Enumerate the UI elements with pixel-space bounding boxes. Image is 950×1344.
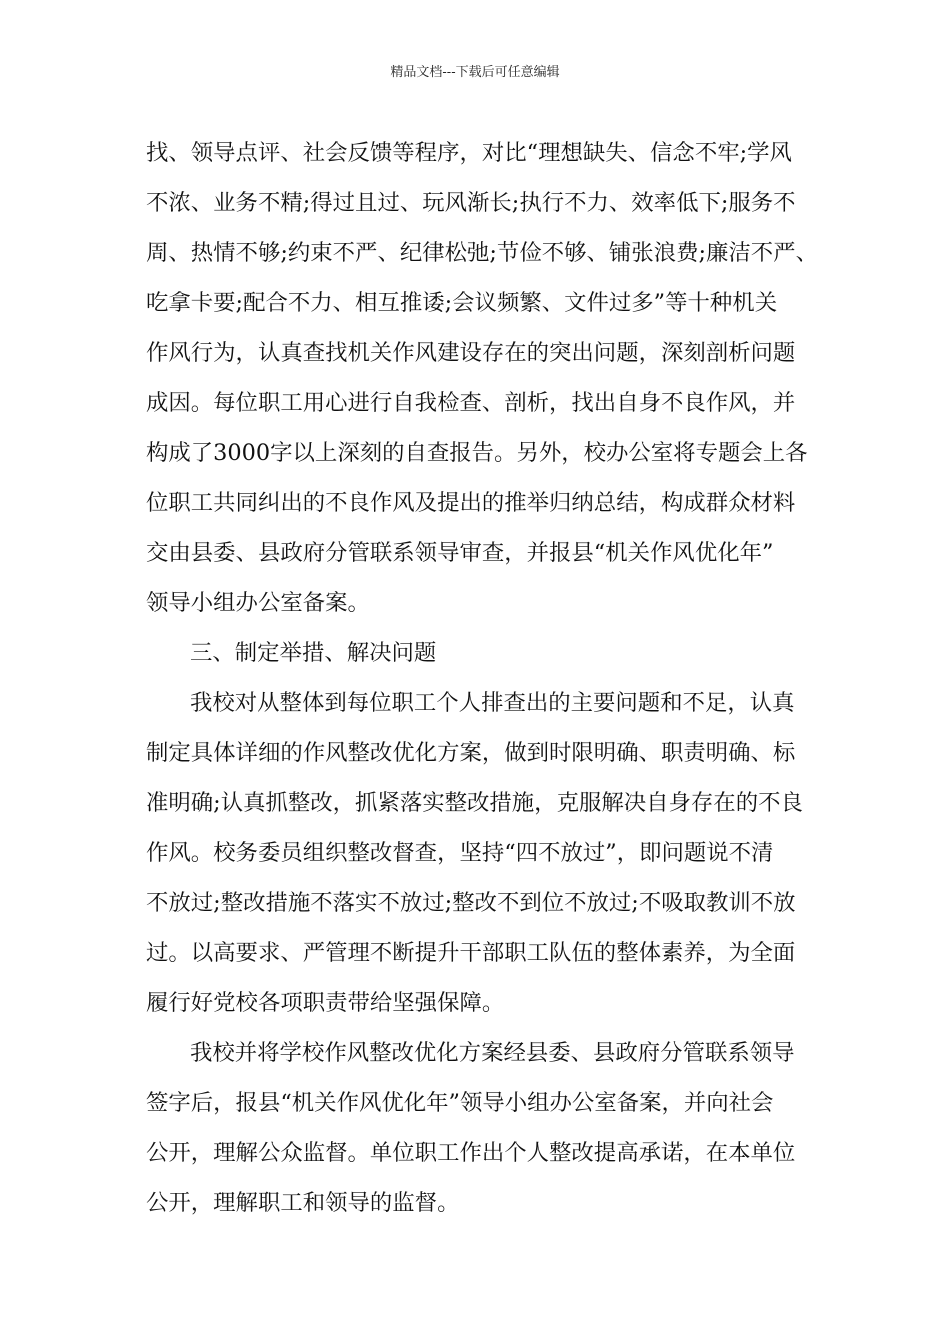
text-line: 找、领导点评、社会反馈等程序，对比“理想缺失、信念不牢;学风	[146, 140, 792, 166]
text-line: 位职工共同纠出的不良作风及提出的推举归纳总结，构成群众材料	[146, 490, 796, 516]
text-line: 不放过;整改措施不落实不放过;整改不到位不放过;不吸取教训不放	[146, 890, 796, 916]
text-line: 履行好党校各项职责带给坚强保障。	[146, 990, 505, 1016]
text-line: 我校对从整体到每位职工个人排查出的主要问题和不足，认真	[190, 690, 795, 716]
text-line: 作风。校务委员组织整改督查，坚持“四不放过”，即问题说不清	[146, 840, 774, 866]
text-line: 成因。每位职工用心进行自我检查、剖析，找出自身不良作风，并	[146, 390, 796, 416]
text-line: 吃拿卡要;配合不力、相互推诿;会议频繁、文件过多”等十种机关	[146, 290, 778, 316]
page-header: 精品文档---下载后可任意编辑	[390, 65, 560, 80]
text-line: 三、制定举措、解决问题	[190, 640, 437, 666]
document-body	[146, 128, 818, 1228]
text-line: 准明确;认真抓整改，抓紧落实整改措施，克服解决自身存在的不良	[146, 790, 803, 816]
text-line: 公开，理解公众监督。单位职工作出个人整改提高承诺，在本单位	[146, 1140, 796, 1166]
text-line: 周、热情不够;约束不严、纪律松弛;节俭不够、铺张浪费;廉洁不严、	[146, 240, 818, 266]
text-line: 公开，理解职工和领导的监督。	[146, 1190, 460, 1216]
text-line: 过。以高要求、严管理不断提升干部职工队伍的整体素养，为全面	[146, 940, 796, 966]
text-line: 领导小组办公室备案。	[146, 590, 370, 616]
text-line: 我校并将学校作风整改优化方案经县委、县政府分管联系领导	[190, 1040, 795, 1066]
text-line: 作风行为，认真查找机关作风建设存在的突出问题，深刻剖析问题	[146, 340, 796, 366]
text-line: 交由县委、县政府分管联系领导审查，并报县“机关作风优化年”	[146, 540, 774, 566]
text-line: 不浓、业务不精;得过且过、玩风渐长;执行不力、效率低下;服务不	[146, 190, 796, 216]
text-line: 签字后，报县“机关作风优化年”领导小组办公室备案，并向社会	[146, 1090, 774, 1116]
text-line: 制定具体详细的作风整改优化方案，做到时限明确、职责明确、标	[146, 740, 796, 766]
text-line: 构成了3000字以上深刻的自查报告。另外，校办公室将专题会上各	[146, 440, 808, 466]
